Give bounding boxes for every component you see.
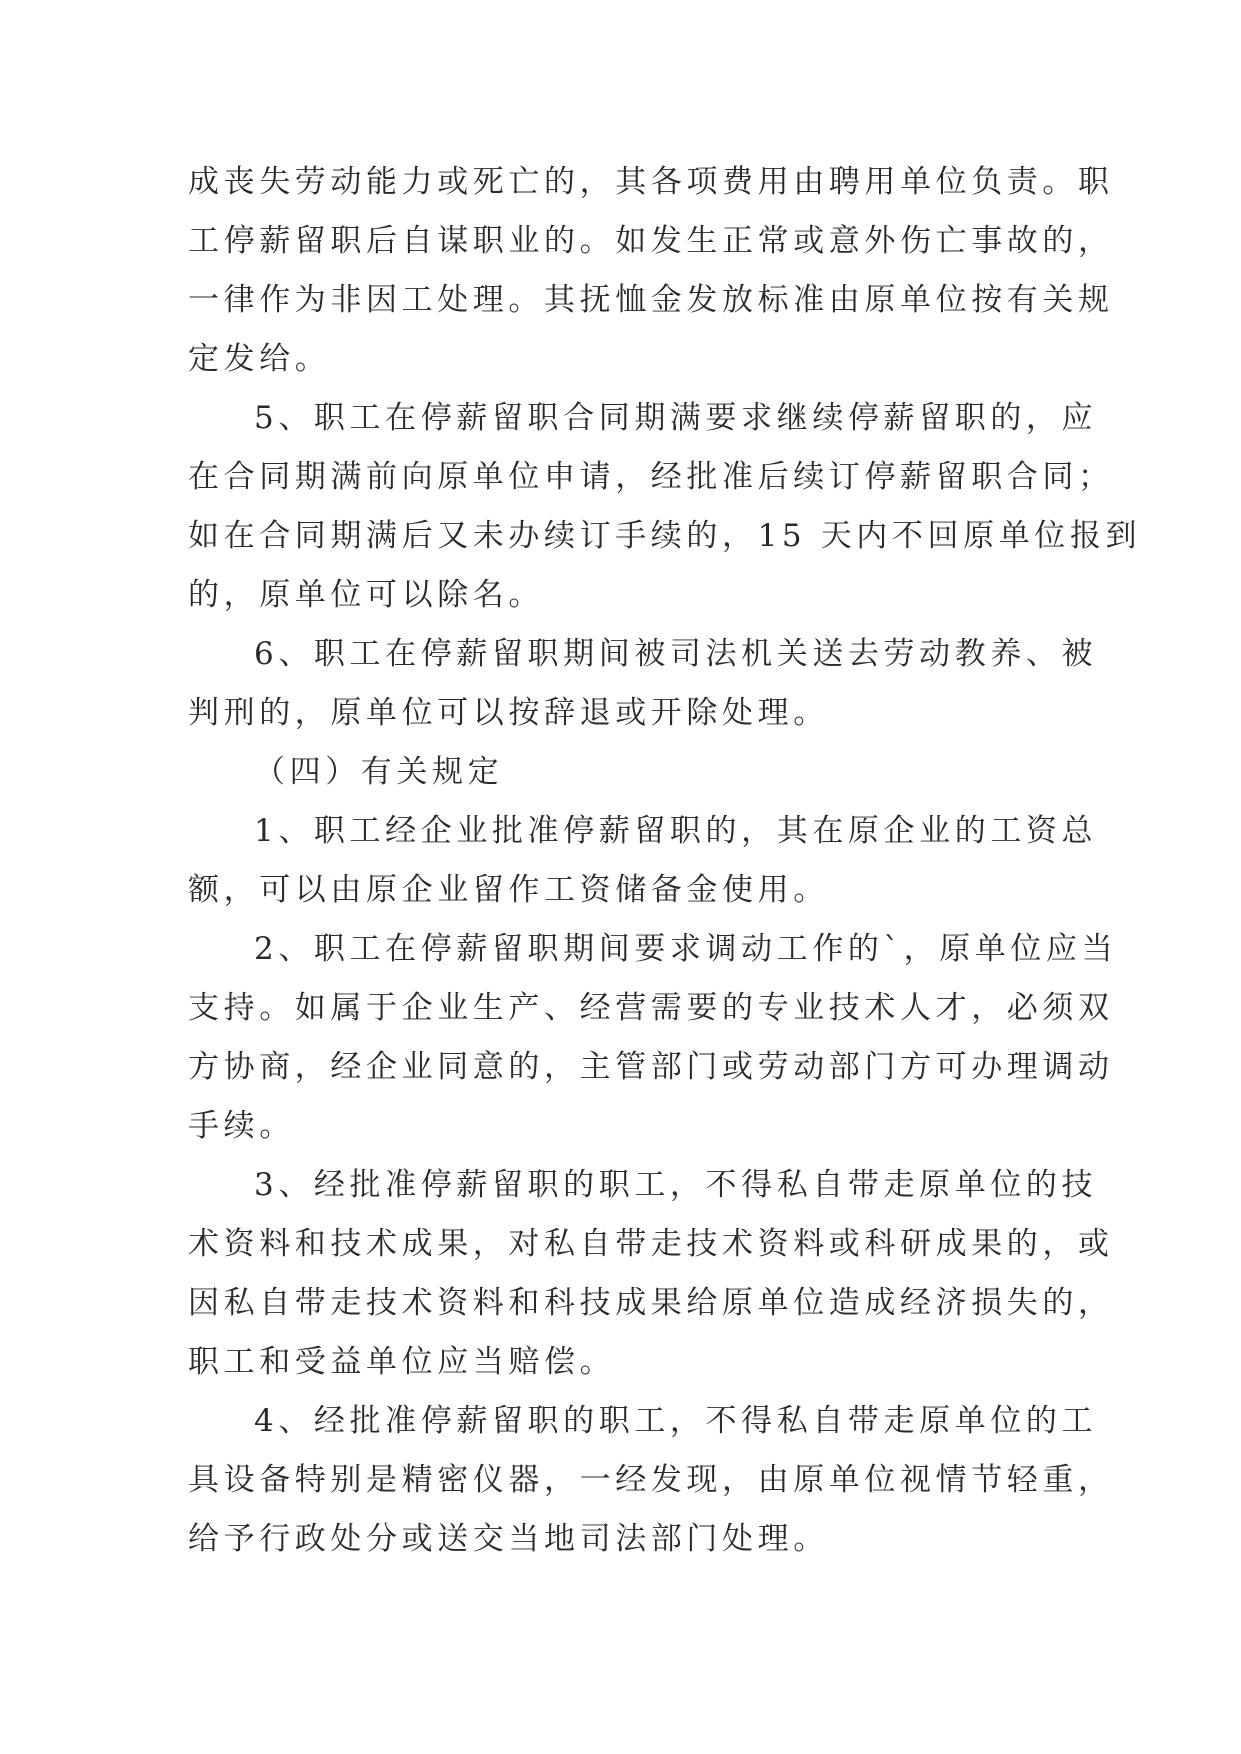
text-line: 术资料和技术成果，对私自带走技术资料或科研成果的，或 [188,1226,1114,1262]
text-line: 因私自带走技术资料和科技成果给原单位造成经济损失的， [188,1285,1114,1321]
paragraph-start-line: 2、职工在停薪留职期间要求调动工作的`，原单位应当 [254,931,1118,967]
paragraph-start-line: 1、职工经企业批准停薪留职的，其在原企业的工资总 [254,813,1098,849]
section-heading: （四）有关规定 [254,754,504,790]
text-line: 的，原单位可以除名。 [188,577,544,613]
text-line: 工停薪留职后自谋职业的。如发生正常或意外伤亡事故的， [188,223,1114,259]
text-line: 手续。 [188,1108,295,1144]
text-line: 判刑的，原单位可以按辞退或开除处理。 [188,695,829,731]
paragraph-start-line: 5、职工在停薪留职合同期满要求继续停薪留职的，应 [254,400,1098,436]
text-line: 给予行政处分或送交当地司法部门处理。 [188,1521,829,1557]
paragraph-start-line: 3、经批准停薪留职的职工，不得私自带走原单位的技 [254,1167,1098,1203]
text-line: 一律作为非因工处理。其抚恤金发放标准由原单位按有关规 [188,282,1114,318]
text-line: 定发给。 [188,341,331,377]
text-line: 职工和受益单位应当赔偿。 [188,1344,616,1380]
paragraph-start-line: 4、经批准停薪留职的职工，不得私自带走原单位的工 [254,1403,1098,1439]
text-line: 成丧失劳动能力或死亡的，其各项费用由聘用单位负责。职 [188,164,1114,200]
text-line: 支持。如属于企业生产、经营需要的专业技术人才，必须双 [188,990,1114,1026]
paragraph-start-line: 6、职工在停薪留职期间被司法机关送去劳动教养、被 [254,636,1098,672]
text-line: 具设备特别是精密仪器，一经发现，由原单位视情节轻重， [188,1462,1114,1498]
text-line: 在合同期满前向原单位申请，经批准后续订停薪留职合同； [188,459,1114,495]
document-body [188,153,1142,1569]
text-line: 额，可以由原企业留作工资储备金使用。 [188,872,829,908]
text-line: 如在合同期满后又未办续订手续的，15 天内不回原单位报到 [188,518,1142,554]
text-line: 方协商，经企业同意的，主管部门或劳动部门方可办理调动 [188,1049,1114,1085]
